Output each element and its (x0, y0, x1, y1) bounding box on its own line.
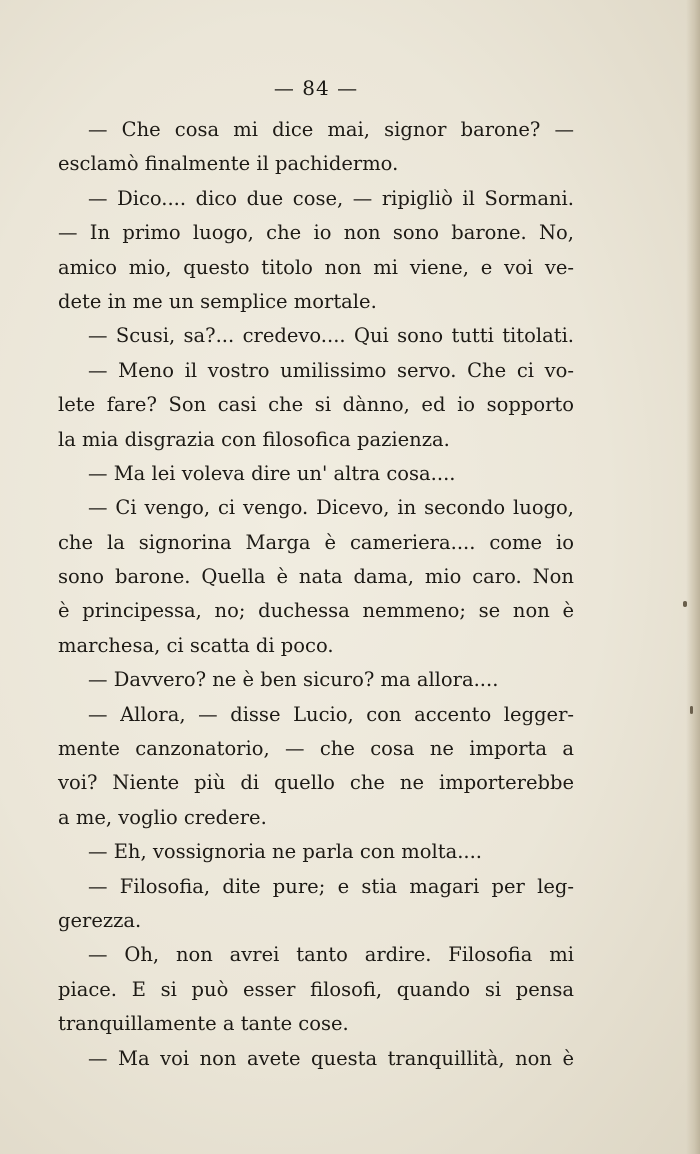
text-line: mente canzonatorio, — che cosa ne importa a (58, 737, 574, 761)
text-line: marchesa, ci scatta di poco. (58, 633, 334, 657)
text-line: — Ci vengo, ci vengo. Dicevo, in secondo luogo, (88, 496, 574, 520)
text-line: la mia disgrazia con filosofica pazienza. (58, 427, 450, 451)
text-line: — Eh, vossignoria ne parla con molta.... (88, 840, 482, 864)
text-line: tranquillamente a tante cose. (58, 1012, 349, 1036)
text-line: — Ma lei voleva dire un' altra cosa.... (88, 461, 456, 485)
text-line: — Ma voi non avete questa tranquillità, non è (88, 1046, 574, 1070)
text-line: — In primo luogo, che io non sono barone. No, (58, 221, 574, 245)
text-line: — Allora, — disse Lucio, con accento legger- (88, 702, 574, 726)
text-line: lete fare? Son casi che si dànno, ed io sopporto (58, 393, 574, 417)
ink-spot (683, 601, 687, 607)
text-line: piace. E si può esser filosofi, quando si pensa (58, 977, 574, 1001)
text-line: — Davvero? ne è ben sicuro? ma allora.... (88, 668, 499, 692)
ink-spot (690, 706, 693, 714)
text-line: esclamò finalmente il pachidermo. (58, 152, 399, 176)
text-line: — Filosofia, dite pure; e stia magari per leg- (88, 874, 574, 898)
page-edge-shadow (686, 0, 700, 1154)
text-line: voi? Niente più di quello che ne importerebbe (58, 771, 574, 795)
text-line: è principessa, no; duchessa nemmeno; se non è (58, 599, 574, 623)
text-line: gerezza. (58, 908, 142, 932)
text-line: sono barone. Quella è nata dama, mio caro. Non (58, 565, 574, 589)
text-line: — Dico.... dico due cose, — ripigliò il Sormani. (88, 186, 574, 210)
text-line: amico mio, questo titolo non mi viene, e voi ve- (58, 255, 574, 279)
text-line: a me, voglio credere. (58, 805, 267, 829)
text-line: che la signorina Marga è cameriera.... come io (58, 530, 574, 554)
text-line: — Oh, non avrei tanto ardire. Filosofia mi (88, 943, 574, 967)
text-line: — Meno il vostro umilissimo servo. Che ci vo- (88, 358, 574, 382)
body-text (58, 113, 574, 1076)
text-line: dete in me un semplice mortale. (58, 289, 377, 313)
text-line: — Che cosa mi dice mai, signor barone? — (88, 118, 574, 141)
text-line: — Scusi, sa?... credevo.... Qui sono tutti titolati. (88, 324, 574, 348)
page-number: — 84 — (273, 76, 359, 100)
